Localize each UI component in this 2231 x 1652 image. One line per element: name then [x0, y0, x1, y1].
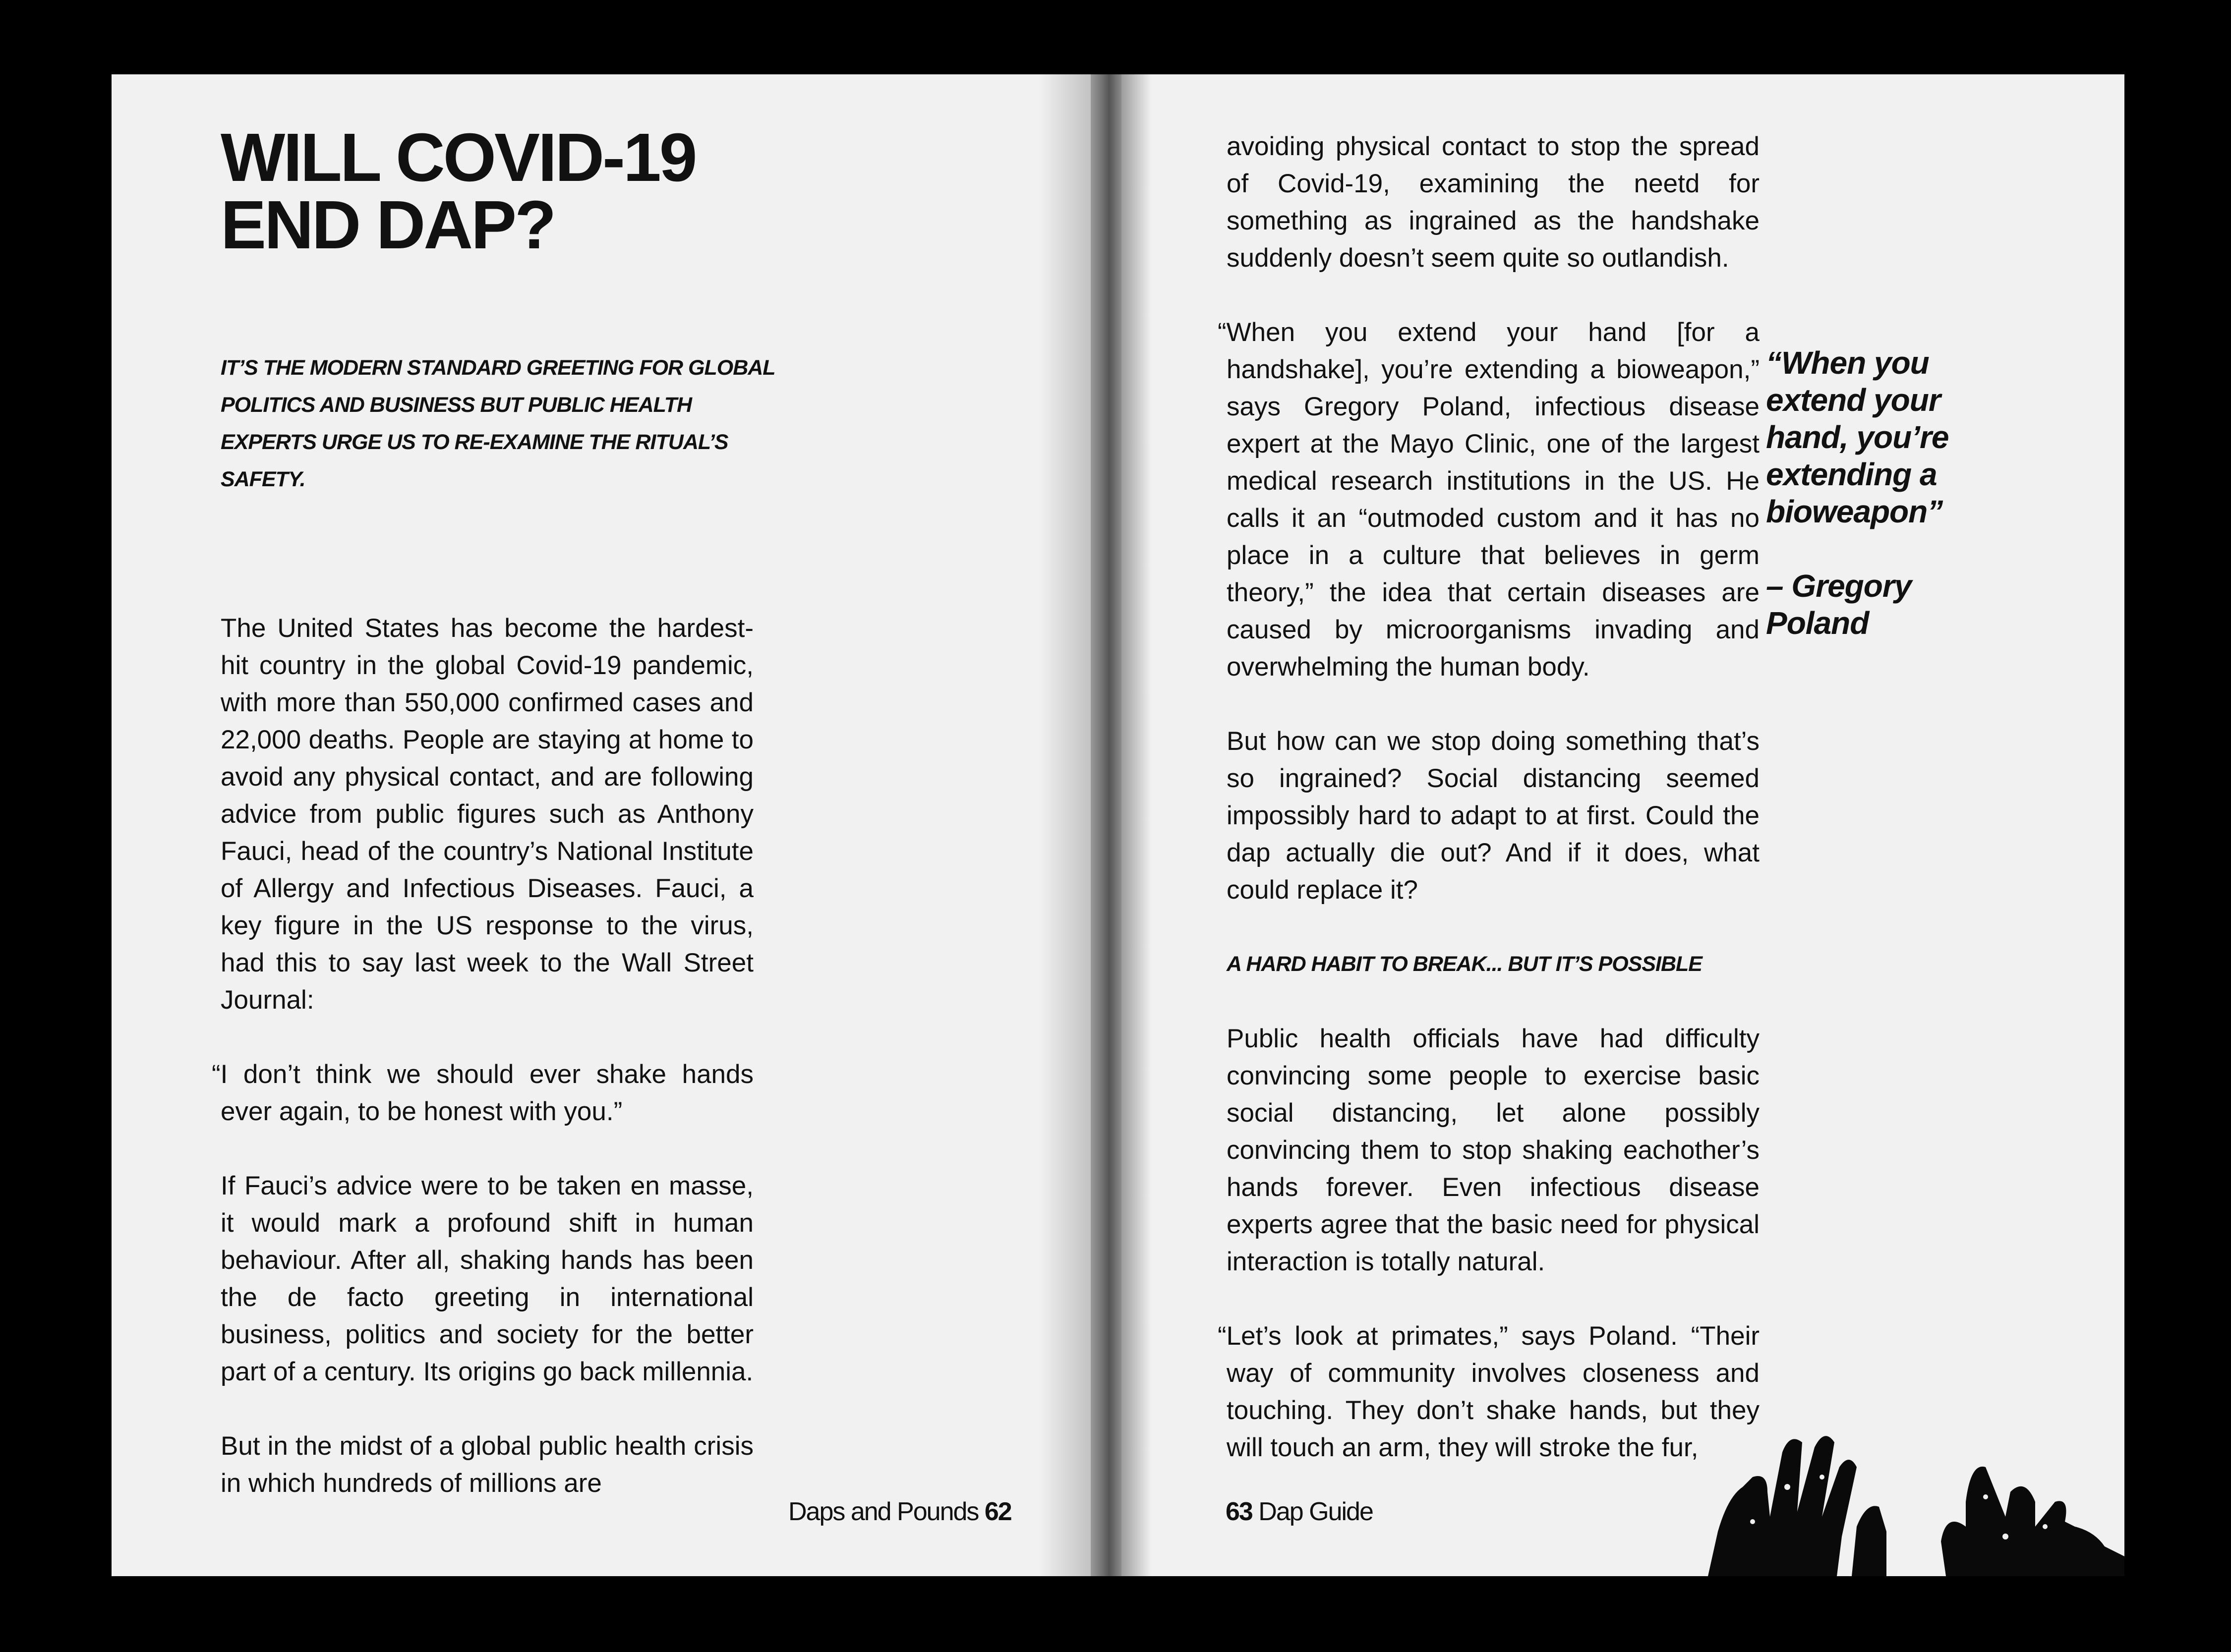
- title-line-1: WILL COVID-19: [221, 119, 696, 196]
- standfirst: IT’S THE MODERN STANDARD GREETING FOR GLOBAL POLITICS AND BUSINESS BUT PUBLIC HEALTH EXPERTS URGE US TO RE-EXAMINE THE RITUAL’S SAFETY.: [221, 356, 775, 491]
- folio-label: Daps and Pounds: [788, 1497, 979, 1526]
- pull-quote-attribution: – Gregory Poland: [1766, 568, 1912, 641]
- right-body-column: [1218, 128, 1760, 1503]
- section-subhead: A HARD HABIT TO BREAK... BUT IT’S POSSIBLE: [1227, 952, 1702, 976]
- left-page: [112, 74, 1113, 1576]
- body-paragraph: avoiding physical contact to stop the spread of Covid-19, examining the neetd for something as ingrained as the handshake suddenly doesn’t seem quite so outlandish.: [1227, 132, 1760, 273]
- raised-hands-illustration: [1708, 1413, 2124, 1576]
- body-paragraph: The United States has become the hardest-hit country in the global Covid-19 pandemic, with more than 550,000 confirmed cases and 22,000 deaths. People are staying at home to avoid any physical contact, and are following advice from public figures such as Anthony Fauci, head of the country’s National Institute of Allergy and Infectious Diseases. Fauci, a key figure in the US response to the virus, had this to say last week to the Wall Street Journal:: [221, 614, 754, 1015]
- title-line-2: END DAP?: [221, 187, 555, 263]
- body-paragraph: But in the midst of a global public health crisis in which hundreds of millions are: [221, 1431, 754, 1498]
- right-page: [1121, 74, 2124, 1576]
- page-number: 63: [1226, 1497, 1252, 1526]
- gutter-shadow: [1121, 74, 1151, 1576]
- body-paragraph: But how can we stop doing something that’s so ingrained? Social distancing seemed impossibly hard to adapt to at first. Could the dap actually die out? And if it does, what could replace it?: [1227, 727, 1760, 905]
- left-body-column: [212, 610, 754, 1539]
- pull-quote: [1766, 344, 1989, 642]
- body-paragraph: If Fauci’s advice were to be taken en masse, it would mark a profound shift in human behaviour. After all, shaking hands has been the de facto greeting in international business, politics and society for the better part of a century. Its origins go back millennia.: [221, 1171, 754, 1386]
- page-folio-right: [1226, 1497, 1373, 1527]
- body-paragraph: Public health officials have had difficulty convincing some people to exercise basic social distancing, let alone possibly convincing them to stop shaking eachother’s hands forever. Even infectious disease experts agree that the basic need for physical interaction is totally natural.: [1227, 1024, 1760, 1276]
- folio-label: Dap Guide: [1258, 1497, 1373, 1526]
- pull-quote-text: “When you extend your hand, you’re extending a bioweapon”: [1766, 345, 1949, 529]
- page-number: 62: [984, 1497, 1011, 1526]
- article-title: [221, 119, 865, 263]
- page-folio-left: [788, 1497, 1011, 1527]
- book-gutter: [1091, 74, 1121, 1576]
- quote-paragraph: “I don’t think we should ever shake hands ever again, to be honest with you.”: [212, 1060, 754, 1126]
- quote-paragraph: “When you extend your hand [for a handshake], you’re extending a bioweapon,” says Gregory Poland, infectious disease expert at the Mayo Clinic, one of the largest medical research institutions in the US. He calls it an “outmoded custom and it has no place in a culture that believes in germ theory,” the idea that certain diseases are caused by microorganisms invading and overwhelming the human body.: [1218, 318, 1760, 682]
- quote-paragraph: “Let’s look at primates,” says Poland. “Their way of community involves closeness and touching. They don’t shake hands, but they will touch an arm, they will stroke the fur,: [1218, 1321, 1760, 1462]
